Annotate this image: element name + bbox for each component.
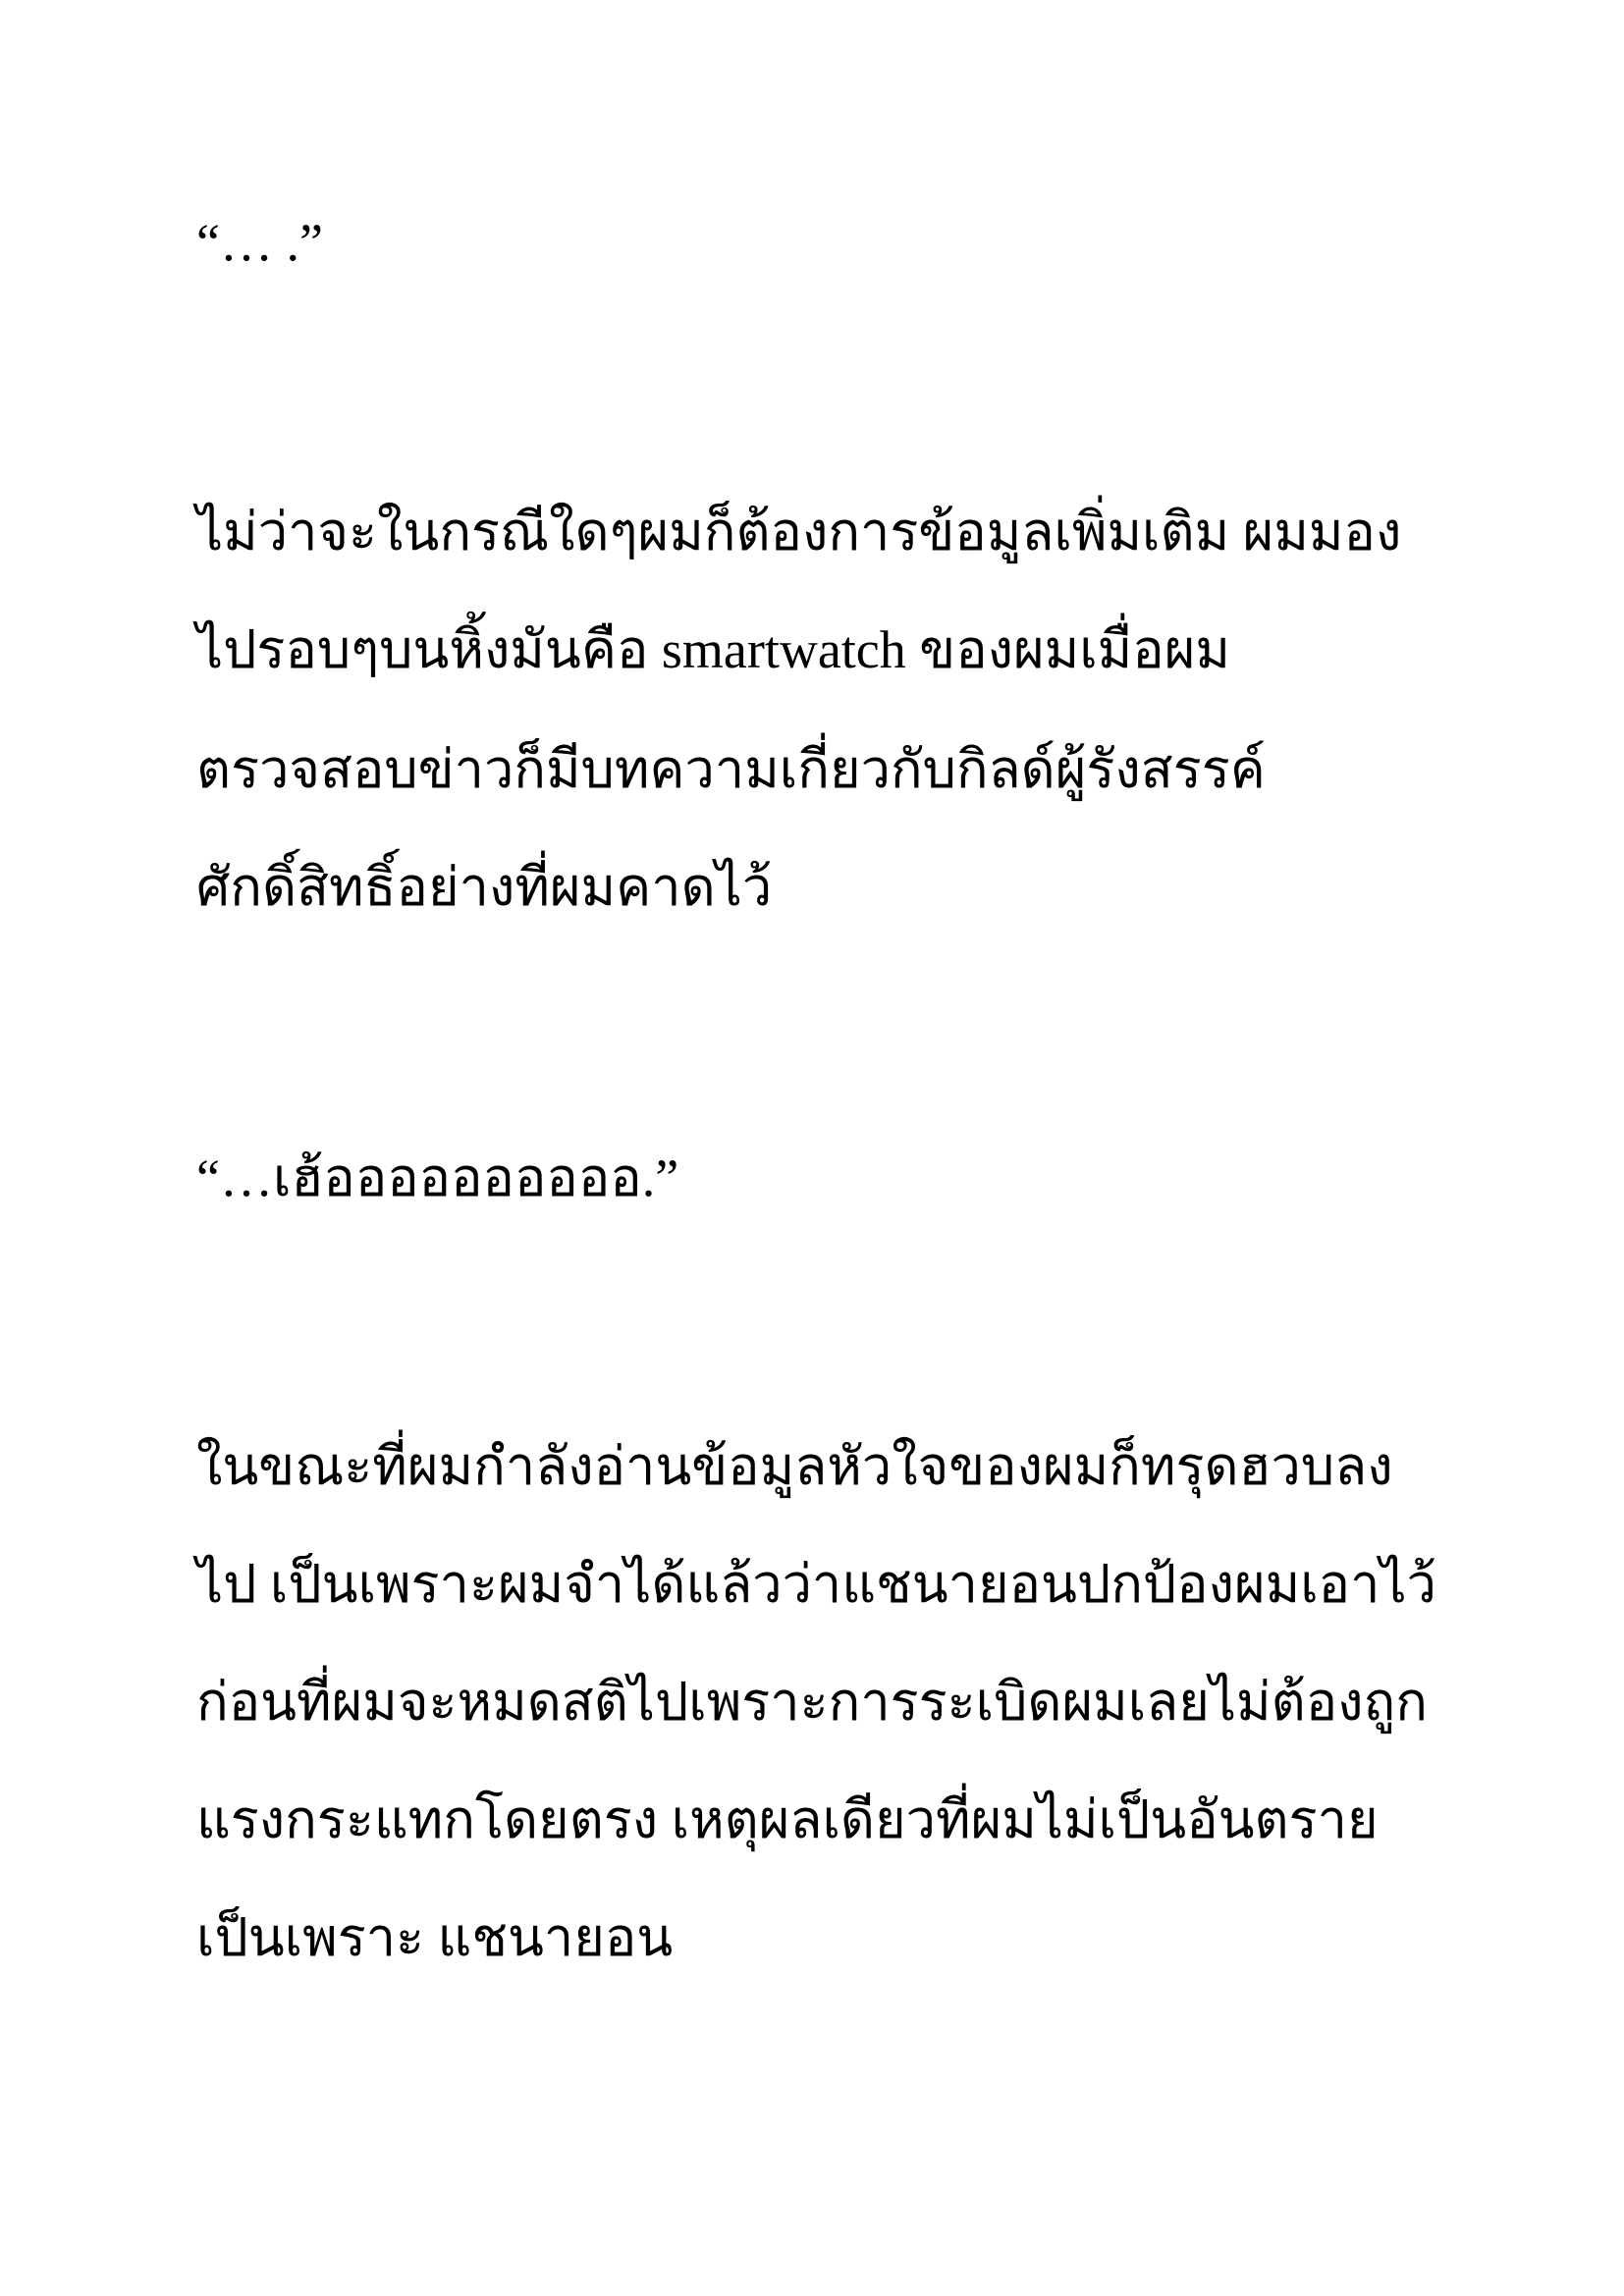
dialogue-line: “…เฮ้ออออออออออ.”: [196, 1148, 679, 1207]
paragraph-line: ก่อนที่ผมจะหมดสติไปเพราะการระเบิดผมเลยไม่ต้องถูก: [196, 1673, 1428, 1732]
paragraph-line: ศักดิ์สิทธิ์อย่างที่ผมคาดไว้: [196, 858, 773, 917]
paragraph-line: แรงกระแทกโดยตรง เหตุผลเดียวที่ผมไม่เป็นอันตราย: [196, 1790, 1379, 1849]
paragraph-line: ไป เป็นเพราะผมจำได้แล้วว่าแชนายอนปกป้องผมเอาไว้: [196, 1555, 1436, 1614]
paragraph-line: ตรวจสอบข่าวก็มีบทความเกี่ยวกับกิลด์ผู้รังสรรค์: [196, 740, 1266, 799]
paragraph-line: เป็นเพราะ แชนายอน: [196, 1908, 674, 1967]
paragraph-line: ไปรอบๆบนหิ้งมันคือ smartwatch ของผมเมื่อผม: [196, 620, 1230, 679]
paragraph-line: ในขณะที่ผมกำลังอ่านข้อมูลหัวใจของผมก็ทรุดฮวบลง: [196, 1437, 1393, 1496]
paragraph-line: ไม่ว่าจะในกรณีใดๆผมก็ต้องการข้อมูลเพิ่มเติม ผมมอง: [196, 503, 1402, 561]
dialogue-line: “… .”: [196, 213, 323, 272]
